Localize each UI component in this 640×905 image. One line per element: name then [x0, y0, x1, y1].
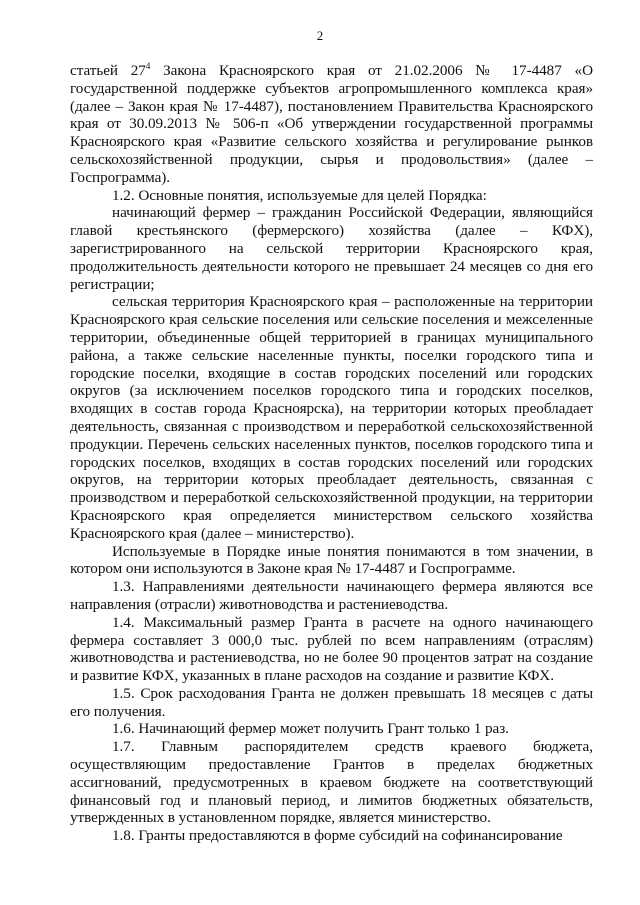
article-superscript: 4: [145, 60, 151, 71]
paragraph-other-terms: Используемые в Порядке иные понятия понимаются в том значении, в котором они используются в Законе края № 17-4487 и Госпрограмме.: [70, 542, 593, 578]
paragraph-definition-farmer: начинающий фермер – гражданин Российской Федерации, являющийся главой крестьянского (фермерского) хозяйства (далее – КФХ), зарегистрированного на сельской территории Красноярского края, продолжительность деятельности которого не превышает 24 месяцев со дня его регистрации;: [70, 204, 593, 293]
paragraph-legal-basis: [70, 62, 593, 187]
paragraph-legal-basis-start: статьей 27: [70, 62, 146, 79]
paragraph-1-7: 1.7. Главным распорядителем средств краевого бюджета, осуществляющим предоставление Грантов в пределах бюджетных ассигнований, предусмотренных в краевом бюджете на соответствующий финансовый год и плановый период, и лимитов бюджетных обязательств, утвержденных в установленном порядке, является министерство.: [70, 738, 593, 827]
paragraph-1-2: 1.2. Основные понятия, используемые для целей Порядка:: [112, 186, 487, 204]
document-body: [70, 62, 593, 845]
paragraph-1-3: 1.3. Направлениями деятельности начинающего фермера являются все направления (отрасли) животноводства и растениеводства.: [70, 578, 593, 613]
paragraph-1-8: 1.8. Гранты предоставляются в форме субсидий на софинансирование: [112, 827, 563, 845]
paragraph-legal-basis-rest: Закона Красноярского края от 21.02.2006 № 17-4487 «О государственной поддержке субъектов агропромышленного комплекса края» (далее – Закон края № 17-4487), постановлением Правительства Красноярского края от 30.09.2013 № 506-п «Об утверждении государственной программы Красноярского края «Развитие сельского хозяйства и регулирование рынков сельскохозяйственной продукции, сырья и продовольствия» (далее – Госпрограмма).: [70, 62, 594, 186]
page-number: 2: [316, 28, 324, 43]
paragraph-definition-rural-territory: сельская территория Красноярского края – расположенные на территории Красноярского края сельские поселения или сельские поселения и межселенные территории, объединенные общей территорией в границах муниципального района, а также сельские населенные пункты, поселки городского типа и городские поселки, входящие в состав городских поселений или городских округов (за исключением поселков городского типа и городских поселков, входящих в состав города Красноярска), на территории которых преобладает деятельность, связанная с производством и переработкой сельскохозяйственной продукции. Перечень сельских населенных пунктов, поселков городского типа и городских поселков, входящих в состав городских поселений или городских округов, на территории которых преобладает деятельность, связанная с производством и переработкой сельскохозяйственной продукции, на территории Красноярского края определяется министерством сельского хозяйства Красноярского края (далее – министерство).: [70, 293, 593, 542]
paragraph-1-6: 1.6. Начинающий фермер может получить Грант только 1 раз.: [112, 720, 509, 738]
paragraph-1-5: 1.5. Срок расходования Гранта не должен превышать 18 месяцев с даты его получения.: [70, 684, 593, 720]
paragraph-1-4: 1.4. Максимальный размер Гранта в расчете на одного начинающего фермера составляет 3 000,0 тыс. рублей по всем направлениям (отраслям) животноводства и растениеводства, но не более 90 процентов затрат на создание и развитие КФХ, указанных в плане расходов на создание и развитие КФХ.: [70, 613, 593, 685]
